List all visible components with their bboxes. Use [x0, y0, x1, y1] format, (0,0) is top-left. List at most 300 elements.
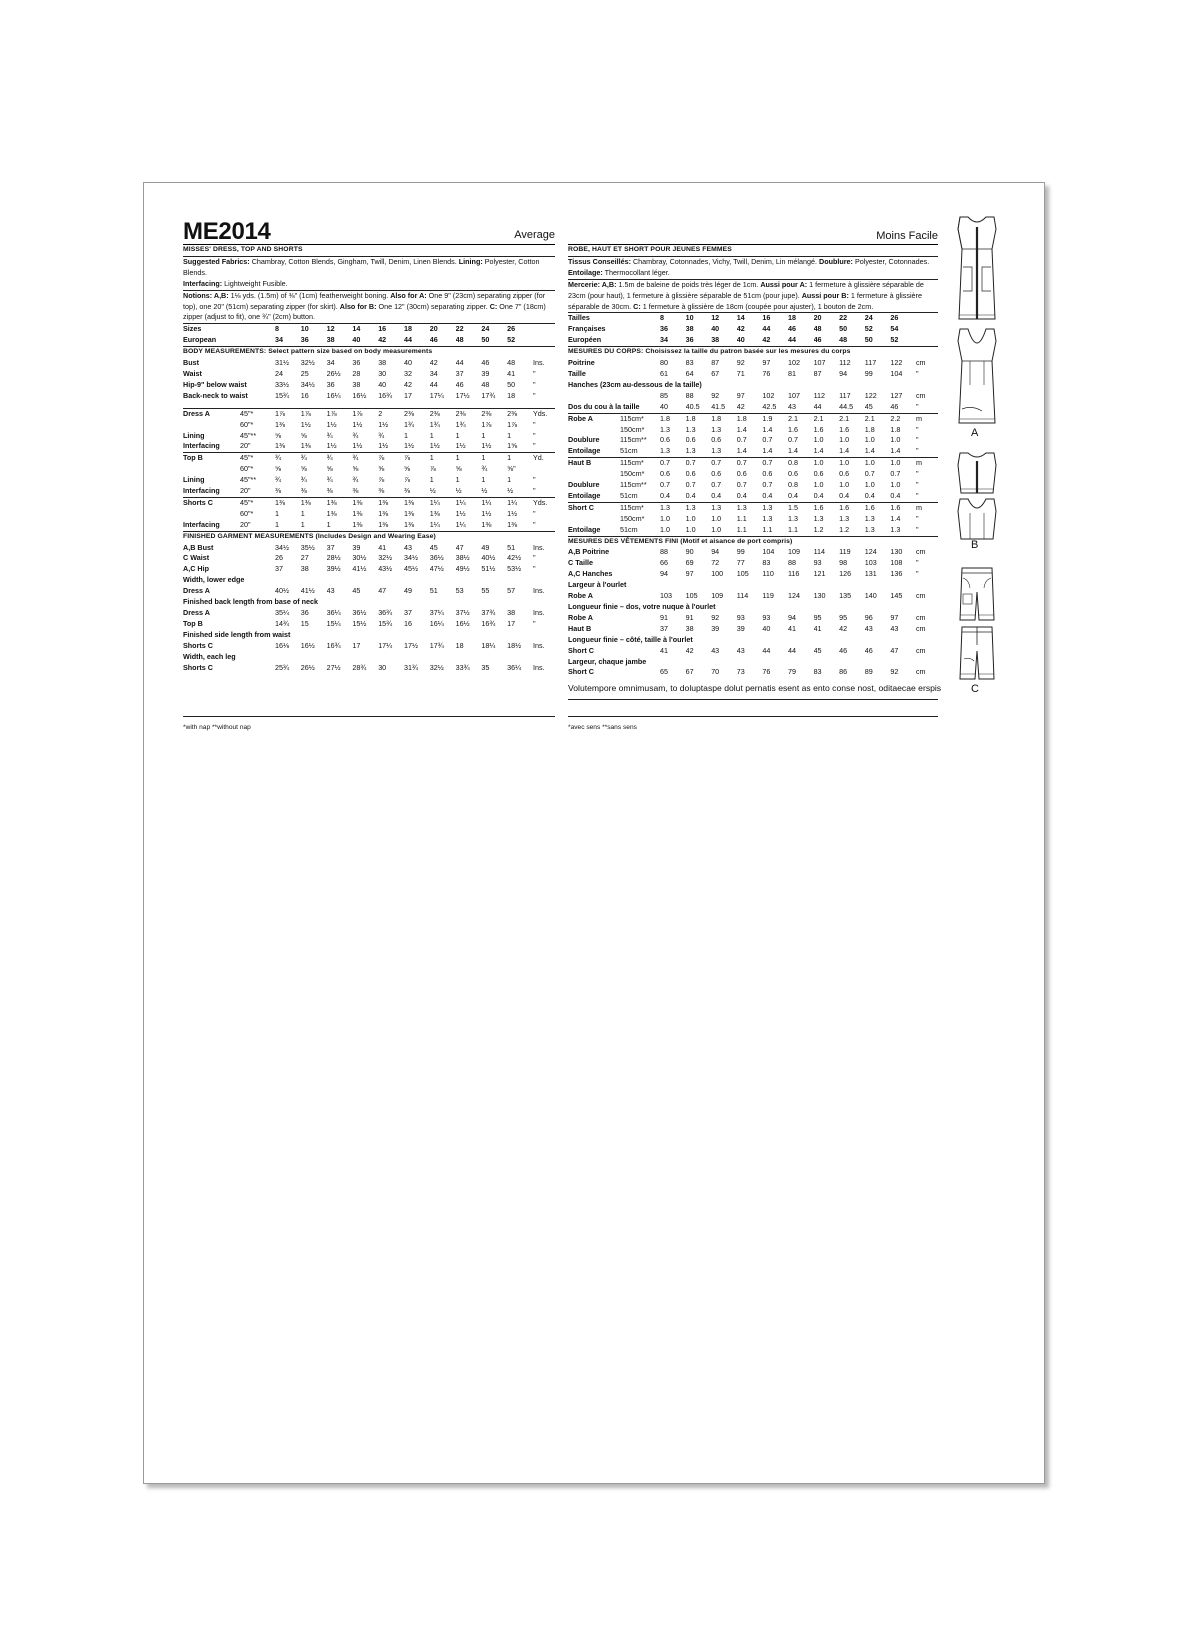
table-row: [568, 313, 938, 324]
table-cell: 1: [507, 475, 512, 485]
french-extra-note: Volutempore omnimusam, to doluptaspe dolut pernatis esent as ento conse nost, oditaecae erspis: [568, 683, 942, 693]
table-cell: 42.5: [762, 401, 777, 411]
table-cell: 18: [507, 390, 516, 400]
table-cell: 1⅜: [326, 508, 337, 518]
table-cell: 31½: [275, 358, 289, 368]
table-cell: 38: [685, 324, 694, 334]
table-row: [568, 380, 938, 391]
table-cell: 76: [762, 667, 771, 677]
table-cell: 1.9: [762, 413, 773, 423]
table-cell: 0.8: [787, 480, 798, 490]
table-row: [183, 597, 555, 608]
table-cell: 2.1: [813, 413, 824, 423]
table-cell: [916, 313, 938, 324]
table-row: [568, 514, 938, 525]
table-cell: ": [915, 569, 919, 579]
table-cell: ⅞: [429, 464, 436, 474]
table-cell: cm: [915, 623, 926, 633]
table-cell: 1.6: [839, 502, 850, 512]
table-cell: 61: [660, 368, 668, 378]
table-cell: 98: [839, 558, 848, 568]
table-cell: 1¾: [403, 419, 414, 429]
table-cell: ": [533, 486, 555, 497]
table-cell: ⅝: [403, 464, 410, 474]
table-cell: 114: [813, 547, 826, 557]
shorts-front-icon: [952, 566, 1002, 624]
table-cell: 49: [403, 586, 412, 596]
table-row: [183, 575, 555, 586]
table-row: [183, 380, 555, 391]
table-row: [568, 414, 938, 425]
table-cell: 17¾: [481, 390, 496, 400]
table-cell: Ins.: [532, 662, 545, 672]
table-cell: 34½: [300, 379, 315, 389]
table-cell: 1⅜: [403, 497, 414, 507]
table-cell: ¾: [275, 453, 281, 463]
row-label: [183, 420, 240, 431]
table-cell: 1.0: [839, 458, 850, 468]
table-cell: 16¾: [326, 640, 341, 650]
table-cell: 1⅞: [481, 419, 492, 429]
table-cell: 0.6: [660, 469, 670, 479]
french-sizes-table: [568, 313, 938, 346]
table-cell: 122: [864, 390, 877, 400]
english-body-table: [183, 358, 555, 402]
table-cell: ": [532, 508, 536, 518]
row-label: [183, 464, 240, 475]
table-cell: 1: [455, 453, 460, 463]
table-cell: 1: [327, 520, 353, 531]
table-row: [183, 586, 555, 597]
table-cell: 1⅜: [378, 508, 389, 518]
table-cell: 83: [685, 358, 694, 368]
table-row: [183, 630, 555, 641]
table-cell: 15¼: [326, 618, 341, 628]
table-cell: 43: [403, 542, 412, 552]
table-cell: 1.3: [865, 525, 891, 536]
table-cell: 107: [813, 358, 826, 368]
table-cell: 97: [890, 612, 899, 622]
table-cell: 1⅜: [507, 520, 533, 531]
table-cell: 48: [481, 379, 490, 389]
table-cell: 0.6: [660, 435, 670, 445]
table-cell: 105: [685, 591, 698, 601]
table-cell: 2⅜: [481, 408, 492, 418]
table-cell: 20": [240, 520, 275, 531]
table-cell: 1.4: [788, 446, 814, 457]
table-cell: 38: [378, 358, 387, 368]
table-cell: ⅜: [378, 486, 404, 497]
row-label: Shorts C: [183, 497, 213, 507]
table-cell: 1.4: [762, 424, 773, 434]
table-cell: 93: [813, 558, 822, 568]
table-cell: 1.4: [839, 446, 865, 457]
table-cell: 17¼: [429, 390, 444, 400]
row-label: Dress A: [183, 586, 210, 596]
table-cell: 52: [890, 335, 899, 345]
table-cell: 1.0: [864, 458, 875, 468]
table-cell: 0.7: [685, 480, 696, 490]
row-label: Hip-9" below waist: [183, 379, 247, 389]
row-label: Top B: [183, 453, 203, 463]
table-cell: 103: [660, 591, 672, 601]
table-cell: 37: [455, 368, 464, 378]
table-cell: 40: [762, 623, 771, 633]
french-column: [568, 220, 938, 678]
table-cell: 36½: [352, 608, 367, 617]
table-cell: 1: [481, 430, 486, 440]
table-cell: 38: [352, 379, 361, 389]
english-finished-title: FINISHED GARMENT MEASUREMENTS (Includes Design and Wearing Ease): [183, 532, 436, 540]
table-cell: 0.6: [839, 469, 850, 479]
table-cell: 103: [864, 558, 877, 568]
table-cell: ": [532, 419, 536, 429]
table-cell: 1.0: [839, 435, 850, 445]
table-cell: 2⅜: [455, 408, 466, 418]
table-cell: 1½: [378, 419, 389, 429]
table-cell: [916, 324, 938, 335]
table-cell: 1.3: [787, 513, 798, 523]
table-cell: ⅞: [378, 453, 385, 463]
table-row: [183, 663, 555, 674]
table-cell: 37½: [455, 608, 470, 617]
table-cell: Yds.: [532, 408, 548, 418]
table-cell: 150cm*: [620, 469, 645, 479]
table-cell: 1⅞: [300, 408, 311, 418]
table-cell: 1: [300, 508, 305, 518]
table-cell: 48: [813, 324, 822, 334]
table-cell: 1.3: [762, 513, 773, 523]
table-cell: 0.6: [711, 469, 722, 479]
table-cell: 115cm**: [620, 480, 647, 490]
table-cell: 1½: [404, 441, 430, 452]
row-label: [568, 425, 620, 436]
table-cell: 16: [300, 390, 309, 400]
table-cell: 16: [762, 313, 771, 323]
table-cell: 42: [736, 324, 745, 334]
table-cell: ½: [430, 486, 456, 497]
table-cell: 96: [864, 612, 873, 622]
table-cell: 18½: [507, 640, 522, 650]
table-row: [183, 431, 555, 442]
french-interfacing: Entoilage: Thermocollant léger.: [568, 267, 670, 277]
table-cell: 25: [300, 368, 309, 378]
table-cell: 17: [403, 390, 412, 400]
table-cell: 36: [660, 324, 668, 334]
table-cell: 44: [455, 358, 464, 368]
table-cell: 12: [711, 313, 720, 323]
table-cell: Ins.: [532, 358, 545, 368]
table-cell: 1¼: [507, 497, 518, 507]
table-cell: 0.7: [864, 469, 875, 479]
table-cell: 46: [481, 358, 490, 368]
table-cell: 38: [685, 623, 694, 633]
table-cell: 1.0: [711, 525, 737, 536]
table-cell: 1¼: [456, 520, 482, 531]
table-cell: ¾: [378, 430, 385, 440]
table-cell: 1.0: [839, 480, 850, 490]
table-cell: 1⅞: [275, 408, 285, 418]
difficulty-level-en: Average: [514, 229, 555, 241]
table-cell: 44: [787, 335, 796, 345]
table-cell: 117: [864, 358, 877, 368]
row-label: Short C: [568, 667, 594, 677]
table-cell: 32½: [429, 662, 444, 672]
row-label: Back-neck to waist: [183, 390, 248, 400]
table-cell: 27½: [326, 662, 341, 672]
table-cell: ": [532, 430, 536, 440]
table-cell: 1.3: [736, 502, 747, 512]
table-cell: ": [915, 368, 919, 378]
pattern-code: ME2014: [183, 218, 271, 245]
table-cell: 0.4: [762, 491, 788, 502]
table-cell: 1.3: [711, 424, 722, 434]
row-label: Dress A: [183, 608, 210, 617]
table-cell: 1.2: [839, 525, 865, 536]
table-cell: 1.0: [890, 435, 901, 445]
table-cell: 31¾: [403, 662, 418, 672]
table-cell: 36¼: [507, 662, 522, 672]
table-cell: 1¼: [430, 520, 456, 531]
table-cell: 130: [890, 547, 903, 557]
table-row: [568, 435, 938, 446]
table-cell: 22: [839, 313, 848, 323]
table-cell: 1.3: [686, 446, 712, 457]
table-cell: Ins.: [532, 640, 545, 650]
row-label: Entoilage: [568, 491, 620, 502]
table-cell: 94: [839, 368, 848, 378]
table-cell: 1.8: [890, 424, 901, 434]
table-cell: ": [532, 390, 536, 400]
table-cell: 1½: [481, 441, 507, 452]
table-cell: 16½: [455, 618, 470, 628]
table-cell: 1⅜: [404, 520, 430, 531]
table-cell: 60"*: [240, 464, 254, 474]
table-cell: 112: [839, 358, 851, 368]
view-label-c: C: [971, 683, 979, 695]
table-cell: 53½: [507, 564, 522, 574]
table-cell: m: [915, 502, 922, 512]
table-cell: 26½: [326, 368, 341, 378]
table-cell: 1⅜: [352, 497, 363, 507]
table-cell: 1⅜: [301, 441, 327, 452]
table-cell: 1.5: [787, 502, 798, 512]
view-label-b: B: [971, 539, 979, 551]
table-cell: 1.8: [864, 424, 875, 434]
table-row: [183, 652, 555, 663]
table-cell: 51½: [481, 564, 496, 574]
table-row: [568, 547, 938, 558]
table-cell: 1⅜: [300, 497, 311, 507]
table-row: [183, 409, 555, 420]
table-cell: 0.6: [813, 469, 824, 479]
table-cell: 43: [787, 401, 796, 411]
table-cell: 0.8: [787, 458, 798, 468]
difficulty-level-fr: Moins Facile: [876, 230, 938, 242]
table-row: [568, 591, 938, 602]
table-row: [183, 464, 555, 475]
table-cell: 1.8: [660, 413, 670, 423]
table-cell: 2⅜: [507, 408, 518, 418]
table-cell: Ins.: [532, 586, 545, 596]
table-row: [568, 358, 938, 369]
table-cell: 1½: [455, 508, 466, 518]
table-cell: 42: [762, 335, 771, 345]
row-label: Finished back length from base of neck: [183, 597, 318, 607]
table-cell: 1.6: [787, 424, 798, 434]
table-cell: 2⅜: [403, 408, 414, 418]
table-cell: 0.7: [736, 435, 747, 445]
table-row: [183, 543, 555, 554]
table-cell: 1.0: [890, 458, 901, 468]
table-cell: 55: [481, 586, 490, 596]
row-label: A,B Poitrine: [568, 547, 610, 557]
table-cell: 2: [378, 408, 383, 418]
table-cell: 1.3: [864, 513, 875, 523]
table-cell: 16¾: [481, 618, 496, 628]
table-cell: 109: [787, 547, 800, 557]
table-cell: 1.3: [890, 525, 916, 536]
table-cell: 32: [403, 368, 412, 378]
table-cell: 67: [711, 368, 720, 378]
table-cell: 17¾: [429, 640, 444, 650]
table-row: [183, 553, 555, 564]
table-cell: cm: [915, 358, 926, 368]
table-cell: 37: [326, 542, 335, 552]
table-cell: 0.6: [762, 469, 773, 479]
english-sizes-table: [183, 324, 555, 346]
table-cell: 72: [711, 558, 720, 568]
table-cell: Ins.: [532, 608, 545, 617]
row-label: Largeur à l'ourlet: [568, 580, 627, 590]
table-row: [568, 491, 938, 502]
english-header: [183, 220, 555, 244]
table-cell: 1.6: [890, 502, 901, 512]
table-cell: ⅜: [404, 486, 430, 497]
table-cell: ⅜: [352, 486, 378, 497]
row-label: Haut B: [568, 623, 592, 633]
table-cell: 1.4: [736, 424, 747, 434]
table-cell: 0.4: [660, 491, 686, 502]
table-cell: 49: [481, 542, 490, 552]
table-cell: 115cm*: [620, 413, 644, 423]
table-cell: 8: [660, 313, 664, 323]
table-cell: 1.0: [864, 435, 875, 445]
table-cell: 15: [300, 618, 309, 628]
table-cell: 1.3: [839, 513, 850, 523]
table-cell: 1: [455, 475, 460, 485]
row-label: A,B Bust: [183, 542, 214, 552]
row-label: Longueur finie – côté, taille à l'ourlet: [568, 634, 693, 644]
row-label: Entoilage: [568, 525, 620, 536]
table-cell: Yds.: [532, 497, 548, 507]
row-label: European: [183, 335, 217, 345]
table-cell: 14: [352, 324, 361, 334]
table-cell: 0.7: [762, 435, 773, 445]
table-cell: 17½: [403, 640, 418, 650]
table-row: [568, 469, 938, 480]
table-cell: 1½: [352, 419, 363, 429]
table-cell: 54: [890, 324, 899, 334]
table-cell: [533, 335, 555, 346]
table-cell: 30: [378, 368, 387, 378]
table-cell: 26: [275, 553, 283, 563]
pattern-sheet: [143, 182, 1045, 1484]
table-cell: 39: [352, 542, 361, 552]
table-cell: 40: [660, 401, 668, 411]
table-cell: 16½: [300, 640, 315, 650]
french-footnote: *avec sens **sans sens: [568, 724, 637, 731]
table-cell: 44: [762, 645, 771, 655]
table-cell: ": [916, 446, 938, 457]
table-cell: 16¾: [378, 390, 393, 400]
table-cell: 17¼: [378, 640, 393, 650]
table-cell: 1⅜: [352, 520, 378, 531]
row-label: C Waist: [183, 553, 210, 563]
table-cell: 97: [736, 390, 745, 400]
table-cell: 0.6: [711, 435, 722, 445]
table-cell: 27: [300, 553, 309, 563]
table-cell: 1.0: [685, 513, 696, 523]
table-cell: 1¾: [429, 419, 440, 429]
table-cell: 1½: [430, 441, 456, 452]
row-label: [568, 514, 620, 525]
table-cell: 24: [275, 368, 283, 378]
table-row: [183, 369, 555, 380]
row-label: A,C Hip: [183, 564, 209, 574]
table-cell: cm: [915, 612, 926, 622]
table-cell: 17: [352, 640, 361, 650]
english-fabrics: Suggested Fabrics: Chambray, Cotton Blends, Gingham, Twill, Denim, Linen Blends. Lining: Polyester, Cotton Blends.: [183, 256, 540, 277]
table-cell: 1: [275, 508, 279, 518]
table-row: [568, 391, 938, 402]
table-cell: 0.4: [814, 491, 840, 502]
table-cell: 119: [762, 591, 774, 601]
table-cell: 60"*: [240, 419, 254, 429]
table-cell: 88: [685, 390, 694, 400]
table-cell: 1½: [481, 508, 492, 518]
table-cell: 1⅝: [507, 441, 533, 452]
table-cell: 1.1: [737, 525, 763, 536]
table-row: [568, 502, 938, 513]
french-header: [568, 220, 938, 244]
table-cell: ": [916, 525, 938, 536]
table-row: [183, 486, 555, 497]
table-cell: 48: [507, 358, 516, 368]
table-cell: ": [916, 491, 938, 502]
table-cell: 24: [864, 313, 873, 323]
table-row: [568, 580, 938, 591]
table-cell: 1.2: [814, 525, 840, 536]
row-label: Européen: [568, 335, 602, 345]
table-cell: 20: [813, 313, 822, 323]
table-cell: 88: [787, 558, 796, 568]
table-cell: 43: [711, 645, 720, 655]
row-label: Interfacing: [183, 441, 240, 452]
table-cell: ⅝: [300, 430, 307, 440]
table-cell: 0.4: [711, 491, 737, 502]
table-cell: 15¾: [275, 390, 289, 400]
english-finished-table: [183, 543, 555, 674]
table-cell: 1.3: [711, 502, 722, 512]
table-cell: 41: [813, 623, 822, 633]
table-cell: 1.4: [762, 446, 788, 457]
table-cell: 1.0: [813, 435, 824, 445]
table-cell: 14¾: [275, 618, 289, 628]
table-cell: 1: [301, 520, 327, 531]
table-cell: 18: [787, 313, 796, 323]
row-label: Interfacing: [183, 520, 240, 531]
